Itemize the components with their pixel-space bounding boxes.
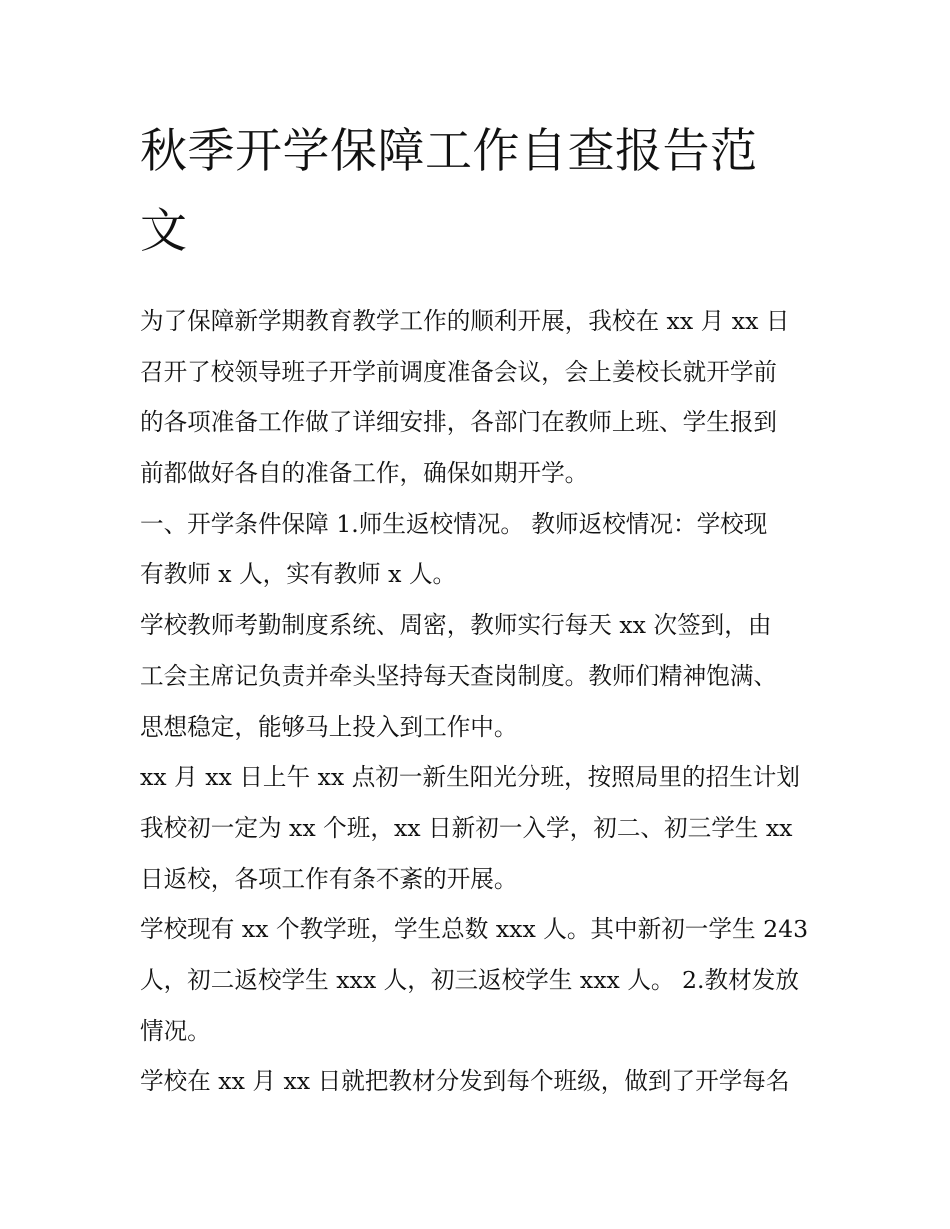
text-line: 日返校，各项工作有条不紊的开展。 (140, 864, 518, 893)
text-line: 的各项准备工作做了详细安排，各部门在教师上班、学生报到 (140, 408, 778, 437)
paragraph-attendance (140, 600, 820, 752)
text-line: 人，初二返校学生 xxx 人，初三返校学生 xxx 人。 2.教材发放 (140, 965, 799, 994)
title-line: 文 (140, 204, 188, 259)
text-line: 召开了校领导班子开学前调度准备会议，会上姜校长就开学前 (140, 357, 778, 386)
text-line: 我校初一定为 xx 个班，xx 日新初一入学，初二、初三学生 xx (140, 813, 793, 842)
document-title (140, 112, 820, 272)
text-line: 学校现有 xx 个教学班，学生总数 xxx 人。其中新初一学生 243 (140, 915, 809, 944)
paragraph-student-count (140, 904, 820, 1056)
text-line: 前都做好各自的准备工作，确保如期开学。 (140, 459, 589, 488)
text-line: 学校教师考勤制度系统、周密，教师实行每天 xx 次签到，由 (140, 611, 772, 640)
document-body (140, 296, 820, 1107)
title-line: 秋季开学保障工作自查报告范 (140, 124, 758, 179)
text-line: xx 月 xx 日上午 xx 点初一新生阳光分班，按照局里的招生计划 (140, 763, 800, 792)
text-line: 为了保障新学期教育教学工作的顺利开展，我校在 xx 月 xx 日 (140, 307, 790, 335)
paragraph-intro (140, 296, 820, 499)
text-line: 一、开学条件保障 1.师生返校情况。 教师返校情况：学校现 (140, 509, 768, 538)
text-line: 工会主席记负责并牵头坚持每天查岗制度。教师们精神饱满、 (140, 661, 778, 690)
text-line: 思想稳定，能够马上投入到工作中。 (140, 712, 518, 741)
text-line: 有教师 x 人，实有教师 x 人。 (140, 560, 457, 589)
paragraph-class-division (140, 752, 820, 904)
paragraph-section-one (140, 499, 820, 600)
text-line: 学校在 xx 月 xx 日就把教材分发到每个班级，做到了开学每名 (140, 1067, 790, 1096)
paragraph-textbooks (140, 1056, 820, 1107)
document-content (140, 112, 820, 1107)
text-line: 情况。 (140, 1016, 211, 1045)
